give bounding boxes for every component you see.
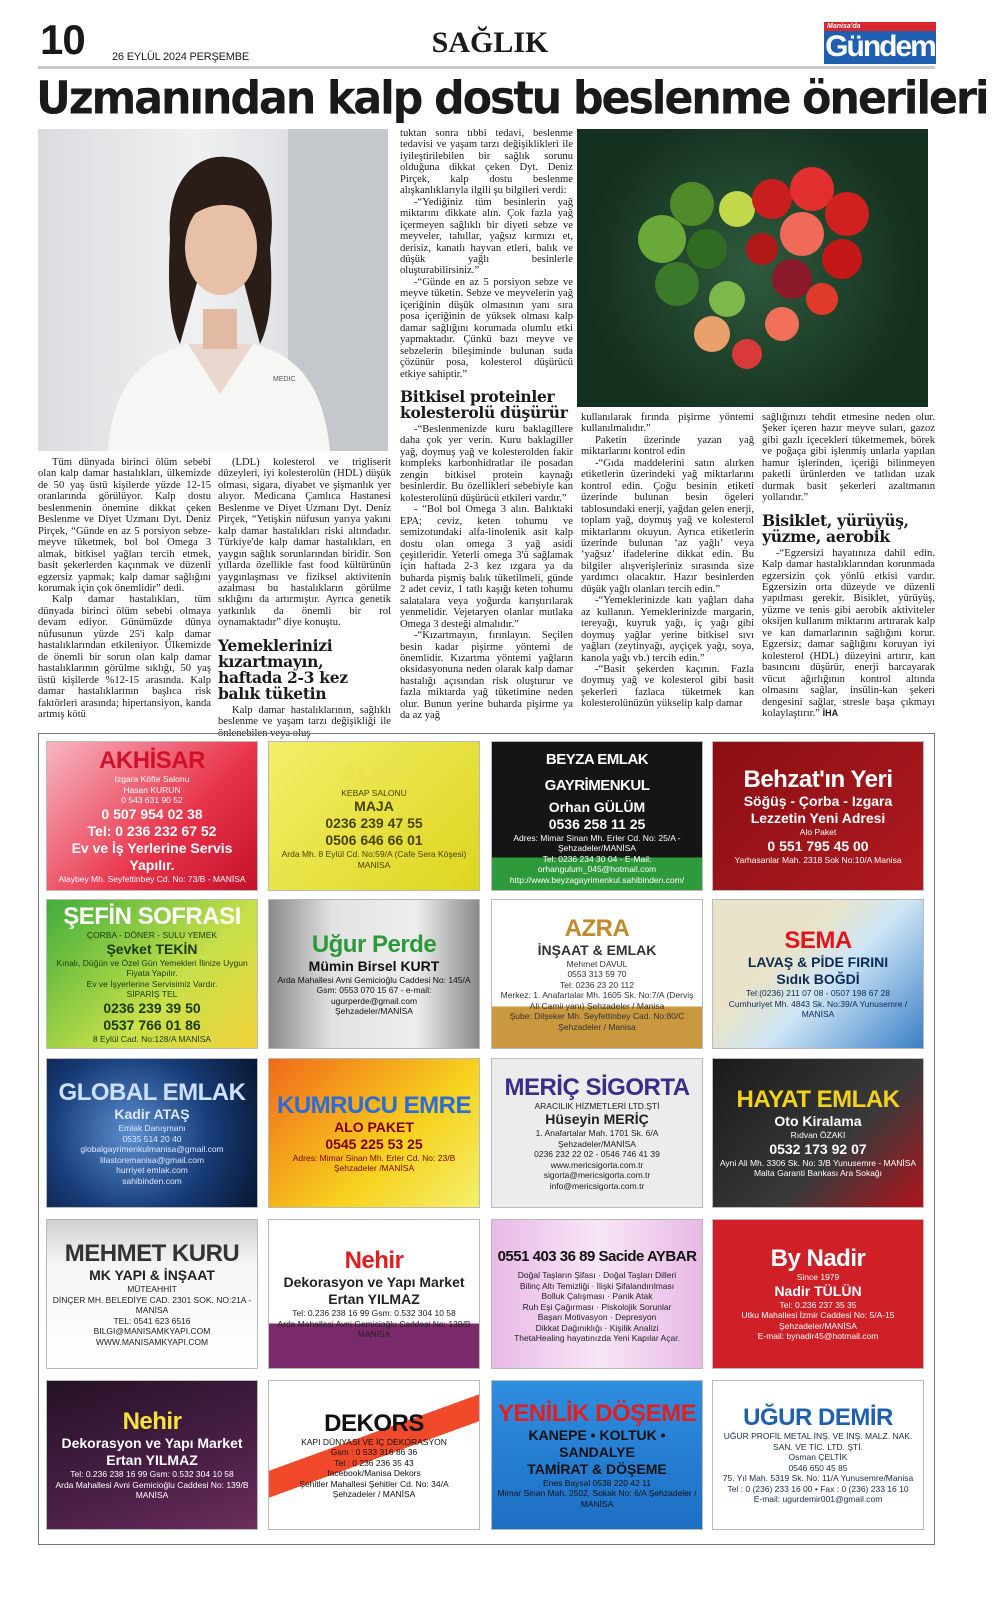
ad-text-line: Tel: 0.236 238 16 99 Gsm: 0.532 304 10 58: [292, 1308, 456, 1319]
ad-text-line: Since 1979: [796, 1272, 840, 1283]
ad-text-line: SİPARİŞ TEL: [126, 989, 178, 999]
ad-text-line: Cumhuriyet Mh. 4843 Sk. No:39/A Yunusemre / MANİSA: [728, 998, 908, 1020]
ad-card[interactable]: [712, 1380, 924, 1530]
ad-text-line: UĞUR PROFİL METAL İNŞ. VE İNŞ. MALZ. NAK. SAN. VE TİC. LTD. ŞTİ.: [723, 1431, 913, 1452]
subheading: Yemeklerinizi kızartmayın, haftada 2-3 kez balık tüketin: [218, 635, 348, 703]
ad-text-line: Şehzadeler/MANİSA: [335, 1006, 413, 1016]
ad-title: Behzat'ın Yeri: [743, 766, 893, 793]
ad-text-line: KEBAP SALONU: [341, 787, 407, 798]
ad-text-line: 0532 173 92 07: [769, 1140, 867, 1157]
ad-title: AKHİSAR: [99, 747, 205, 774]
ad-text-line: Bolluk Çalışması · Panik Atak: [541, 1291, 653, 1302]
ad-card[interactable]: [491, 1058, 703, 1208]
paragraph-text: -“Egzersizi hayatınıza dahil edin. Kalp damar hastalıklarından korunmada egzersizin çok yönlü etkisi vardır. Egzersizin orta düzeyde ve düzenli yapılması gerekir. Bisiklet, yürüyüş, yüzme ve tenis gibi aerobik aktiviteler oksijen kullanım miktarını artırarak kalp ve kan damarlarının sağlığını korur. Egzersiz; damar sağlığını koruyan iyi kolesterol (HDL) düzeyini artırır, kan basıncını düşürür, enerji harcayarak vücut ağırlığının kontrol altında olmasını sağlar, insülin-kan şekeri dengesini sağlar, stresle başa çıkmayı kolaylaştırır.”: [762, 547, 935, 719]
ad-text-line: İNŞAAT & EMLAK: [537, 941, 657, 958]
ad-text-line: E-mail: ugurdemir001@gmail.com: [753, 1494, 883, 1505]
ad-text-line: 0535 514 20 40: [122, 1133, 182, 1144]
ad-text-line: Osman ÇELTİK: [788, 1452, 848, 1463]
ad-text-line: LAVAŞ & PİDE FIRINI: [747, 954, 889, 971]
article-column-4: [581, 412, 754, 728]
ad-text-line: hurriyet emlak.com: [116, 1165, 188, 1175]
ad-text-line: Ev ve İş Yerlerine Servis Yapılır.: [71, 839, 233, 873]
ad-text-line: Nadir TÜLÜN: [774, 1282, 862, 1299]
heart-vegetables-photo: [577, 129, 928, 407]
ad-text-line: Tel: 0.236 238 16 99 Gsm: 0.532 304 10 58: [70, 1469, 234, 1480]
ad-text-line: sigorta@mericsigorta.com.tr: [543, 1170, 651, 1181]
ad-text-line: Tel: 0236 23 20 112: [559, 979, 635, 990]
ad-text-line: Bilinç Altı Temizliği · İlişki Şifalandırılması: [519, 1280, 675, 1291]
ad-card[interactable]: [712, 741, 924, 891]
paragraph: - “Bol bol Omega 3 alın. Balıktaki EPA; ceviz, keten tohumu ve semizotundaki alfa-linolenik asit kalp dostu olan omega 3 yağ asidi çeşitleridir. Yeterli omega 3'ü sağlamak için haftada 2-3 kez ızgara ya da buharda pişmiş balık tüketilmeli, günde 2 adet ceviz, 1 tatlı kaşığı keten tohumu salatalara veya yoğurda karıştırılarak yenmelidir. Vejetaryen olanlar mutlaka Omega 3 desteği almalıdır.”: [400, 504, 573, 630]
ad-title: GLOBAL EMLAK: [58, 1079, 246, 1106]
ad-title: Uğur Perde: [311, 930, 437, 958]
header-divider: [38, 66, 935, 69]
ad-card[interactable]: [46, 1058, 258, 1208]
ad-text-line: info@mericsigorta.com.tr: [549, 1180, 645, 1191]
ad-text-line: Emlak Danışmanı: [118, 1123, 186, 1133]
paragraph: -“Basit şekerden kaçının. Fazla doymuş yağ ve kolesterol gibi basit şekerleri fazlaca tüketmek kan kolesterolünüzün yükselip kalp damar: [581, 663, 754, 710]
paragraph: sağlığınızı tehdit etmesine neden olur. Şeker içeren hazır meyve suları, gazoz gibi gazlı içecekleri tüketmemek, börek ve poğaça gibi işlenmiş unlarla yapılan hamur işlerinden, içeriği bilinmeyen paketli ürünlerden ve tatlıdan uzak durmak basit şekerleri azaltmanın yollarıdır.”: [762, 412, 935, 504]
paragraph: Kalp damar hastalıklarının, sağlıklı beslenme ve yaşam tarzı değişikliği ile önlenebilen veya oluş-: [218, 704, 391, 739]
ad-text-line: Arda Mahallesi Avni Gemicioğlu Caddesi No: 139/B MANİSA: [277, 1318, 471, 1340]
paragraph: Tüm dünyada birinci ölüm sebebi olan kalp damar hastalıkları, ülkemizde de 50 yaş üstü kişilerde yüzde 12-15 oranlarında görülüyor. Kalp dostu beslenmenin önemine dikkat çeken Beslenme ve Diyet Uzmanı Dyt. Deniz Pirçek, “Günde en az 5 porsiyon sebze-meyve tüketmek, bol bol Omega 3 almak, bitkisel yağları tercih etmek, basit şekerlerden kaçınmak ve düzenli egzersiz yapmak; kalp damar sağlığını korumak için çok önemlidir” dedi.: [38, 457, 211, 594]
ad-title: KUMRUCU EMRE: [277, 1091, 471, 1119]
paragraph: -“Yemeklerinizde katı yağları daha az kullanın. Yemeklerinizde margarin, tereyağı, kuyruk yağı, iç yağı gibi doymuş yağlar yerine bitkisel sıvı yağları (zeytinyağı, ayçiçek yağı, soya, kanola yağı vb.) tercih edin.”: [581, 595, 754, 664]
ad-text-line: Tel: 0236 234 30 04 - E-Mail: orhangulum_045@hotmail.com: [537, 853, 657, 875]
ad-text-line: Kınalı, Düğün ve Özel Gün Yemekleri İlinize Uygun Fiyata Yapılır.: [56, 957, 248, 978]
ad-card[interactable]: [712, 899, 924, 1049]
ad-card[interactable]: [268, 1058, 480, 1208]
issue-date: 26 EYLÜL 2024 PERŞEMBE: [112, 51, 250, 63]
ad-text-line: Gsm : 0 533 316 86 36: [330, 1447, 418, 1457]
ad-text-line: 0 551 795 45 00: [767, 837, 869, 854]
ad-text-line: Şehitler Mahallesi Şehitler Cd. No: 34/A: [299, 1478, 449, 1489]
ad-text-line: 0 543 631 90 52: [121, 795, 183, 805]
ad-text-line: Arda Mh. 8 Eylül Cd. No:59/A (Cafe Sera Köşesi) MANİSA: [281, 849, 467, 870]
ad-text-line: Sıdık BOĞDİ: [776, 971, 860, 988]
ad-text-line: 0 507 954 02 38: [101, 805, 203, 822]
ad-text-line: 0537 766 01 86: [103, 1016, 201, 1033]
ad-card[interactable]: [46, 1219, 258, 1369]
ad-card[interactable]: [491, 741, 703, 891]
paragraph: tuktan sonra tıbbi tedavi, beslenme tedavisi ve yaşam tarzı değişiklikleri ile iyileştirilebilen bir sağlık sorunu olduğuna dikkat çeken Dyt. Deniz Pirçek, kalp dostu beslenme alışkanlıklarıyla ilgili şu bilgileri verdi:: [400, 128, 573, 197]
ad-text-line: Hüseyin MERİÇ: [545, 1111, 649, 1128]
paragraph: Kalp damar hastalıkları, tüm dünyada birinci ölüm sebebi olmaya devam ediyor. Günümüzde dünya nüfusunun yüzde 25'i kalp damar hastalıklarından etkileniyor. Ülkemizde de önemli bir sorun olan kalp damar hastalıklarının görülme sıklığı, 50 yaş üstü kişilerde %12-15 arasında. Kalp damar hastalıklarının başlıca risk faktörleri arasında; hipertansiyon, kanda artmış kötü: [38, 594, 211, 720]
paragraph: -“Kızartmayın, fırınlayın. Seçilen besin kadar pişirme yöntemi de önemlidir. Kızartma yöntemi yağların oksidasyonuna neden olarak kalp damar hastalığı açısından risk oluşturur ve fazla miktarda yağ tüketimine neden olur. Bunun yerine buharda pişirme ya da az yağ: [400, 630, 573, 722]
ad-text-line: Ruh Eşi Çağırması · Piskolojik Sorunlar: [522, 1301, 672, 1312]
newspaper-logo[interactable]: [824, 22, 936, 64]
ad-title: HAYAT EMLAK: [736, 1086, 900, 1114]
ad-text-line: MK YAPI & İNŞAAT: [89, 1267, 215, 1283]
ad-card[interactable]: [712, 1219, 924, 1369]
ad-card[interactable]: [712, 1058, 924, 1208]
ad-text-line: Mümin Birsel KURT: [308, 957, 440, 974]
ad-text-line: TAMİRAT & DÖŞEME: [527, 1460, 667, 1477]
ad-card[interactable]: [268, 1380, 480, 1530]
ad-text-line: globalgayrimenkulmanisa@gmail.com: [80, 1144, 224, 1154]
ad-title: Nehir: [122, 1408, 182, 1436]
ad-text-line: Söğüş - Çorba - Izgara: [743, 793, 893, 809]
ad-text-line: E-mail: bynadir45@hotmail.com: [757, 1331, 879, 1342]
ad-text-line: Başarı Motivasyon · Depresyon: [537, 1312, 657, 1323]
ad-title: SEMA: [784, 927, 852, 955]
ad-text-line: Mimar Sinan Mah. 2502. Sokak No: 6/A Şehzadeler / MANİSA: [497, 1488, 697, 1509]
ad-text-line: 0236 232 22 02 - 0546 746 41 39: [534, 1149, 660, 1160]
logo-text: Gündem: [825, 30, 935, 63]
ad-card[interactable]: [491, 1380, 703, 1530]
paragraph: -“Beslenmenizde kuru baklagillere daha çok yer verin. Kuru baklagiller yağ, doymuş yağ ve kolesterolden fakir kompleks karbonhidratlar ile posadan zengin bitkisel protein kaynağı besinlerdir. Bu özellikleri sebebiyle kan kolesterolünü düşürücü etkileri vardır.”: [400, 423, 573, 504]
article-column-1: [38, 457, 211, 727]
ad-text-line: 75. Yıl Mah. 5319 Sk. No: 11/A Yunusemre/Manisa: [722, 1473, 914, 1484]
ad-text-line: Oto Kiralama: [774, 1113, 862, 1130]
ad-text-line: Tel : 0 236 236 35 43: [334, 1457, 414, 1468]
ad-text-line: 0546 650 45 85: [788, 1462, 848, 1473]
ad-text-line: Ertan YILMAZ: [106, 1452, 198, 1469]
ad-title: ŞEFİN SOFRASI: [63, 903, 241, 930]
ad-text-line: facebook/Manisa Dekors: [327, 1468, 421, 1478]
ad-text-line: Mehmet DAVUL: [566, 958, 628, 969]
ad-text-line: Dekorasyon ve Yapı Market: [283, 1274, 465, 1291]
ad-text-line: Utku Mahallesi İzmir Caddesi No: 5/A-15 Şehzadeler/MANİSA: [741, 1310, 895, 1331]
ad-title: MERİÇ SİGORTA: [504, 1073, 690, 1101]
ad-text-line: www.mericsigorta.com.tr: [550, 1159, 644, 1170]
ad-text-line: Dikkat Dağınıklığı · Kişilik Analizi: [535, 1322, 659, 1333]
ad-text-line: Adres: Mimar Sinan Mh. Erler Cd. No: 23/B: [292, 1152, 456, 1163]
ad-text-line: sahibinden.com: [122, 1175, 182, 1186]
ad-card[interactable]: [268, 1219, 480, 1369]
ad-text-line: Gsm: 0553 070 15 67 - e-mail: ugurperde@gmail.com: [316, 985, 432, 1006]
headline: Uzmanından kalp dostu beslenme önerileri: [36, 72, 988, 126]
ad-title: By Nadir: [770, 1245, 866, 1273]
article-column-2: [218, 457, 391, 739]
ad-text-line: Arda Mahallesi Avni Gemicioğlu Caddesi No: 145/A: [277, 974, 471, 985]
ad-text-line: Lezzetin Yeni Adresi: [750, 810, 886, 826]
ad-text-line: 0545 225 53 25: [325, 1135, 423, 1152]
ad-text-line: KAPI DÜNYASI VE İÇ DEKORASYON: [301, 1436, 447, 1447]
ad-title: UĞUR DEMİR: [743, 1404, 893, 1432]
ad-text-line: 0236 239 47 55: [325, 815, 423, 832]
article-column-3: [400, 128, 573, 728]
ad-title: AZRA: [564, 914, 630, 942]
ad-text-line: Ertan YILMAZ: [328, 1291, 420, 1308]
ad-text-line: ALO PAKET: [334, 1118, 414, 1135]
ad-text-line: Şube: Dilşeker Mh. Seyfettinbey Cad. No:80/C Şehzadeler / Manisa: [509, 1011, 685, 1032]
section-title: SAĞLIK: [431, 26, 549, 59]
ad-text-line: 0553 313 59 70: [567, 969, 627, 980]
ad-text-line: Şehzadeler /MANİSA: [333, 1163, 415, 1173]
subheading: Bisiklet, yürüyüş, yüzme, aerobik: [762, 510, 909, 546]
ad-card[interactable]: [268, 899, 480, 1049]
ad-text-line: ARACILIK HİZMETLERİ LTD.ŞTİ: [534, 1100, 660, 1111]
ad-text-line: 8 Eylül Cad. No:128/A MANİSA: [92, 1033, 212, 1044]
ad-text-line: 1. Anafartalar Mah. 1701 Sk. 6/A Şehzadeler/MANİSA: [535, 1128, 659, 1149]
inline-subheading: Paketin üzerinde yazan yağ miktarlarını kontrol edin: [581, 434, 754, 458]
ad-text-line: lilastoremanisa@gmail.com: [99, 1154, 205, 1165]
ad-text-line: Arda Mahallesi Avni Gemicioğlu Caddesi No: 139/B MANİSA: [55, 1479, 249, 1501]
page-number: 10: [40, 16, 85, 63]
ad-text-line: Dekorasyon ve Yapı Market: [61, 1435, 243, 1452]
ad-text-line: 0506 646 66 01: [325, 832, 423, 849]
news-agency-credit: İHA: [822, 707, 839, 718]
paragraph: (LDL) kolesterol ve trigliserit düzeyleri, iyi kolesterolün (HDL) düşük olması, sigara, diyabet ve şişmanlık yer alıyor. Medicana Çamlıca Hastanesi Beslenme ve Diyet Uzmanı Dyt. Deniz Pirçek, “Yetişkin nüfusun yarıya yakını kalp damar hastalıkları riski altındadır. Türkiye'de kalp damar hastalıkları, en yaygın sağlık sorunlarından biridir. Son yıllarda özellikle fast food kültürünün yaygınlaşması ve fiziksel aktivitenin azalması bu hastalıkların görülme sıklığını da artırmıştır. Ayrıca genetik yatkınlık da önemli bir rol oynamaktadır” diye konuştu.: [218, 457, 391, 629]
ad-card[interactable]: [268, 741, 480, 891]
ad-text-line: Tel: 0 236 232 67 52: [87, 822, 217, 839]
paragraph: -“Günde en az 5 porsiyon sebze ve meyve tüketin. Sebze ve meyvelerin yağ içeriğinin düşük olmasının yanı sıra posa içeriğinin de yüksek olması kalp damar sağlığını korumada olumlu etki yapmaktadır. Çünkü bazı meyve ve sebzelerin bileşiminde bulunan suda çözünür posa, kolesterol düşürücü etkiye sahiptir.”: [400, 276, 573, 380]
ad-text-line: http://www.beyzagayrimenkul.sahibinden.com/: [509, 874, 685, 885]
ad-text-line: Alo Paket: [799, 827, 837, 837]
ad-title: BEYZA EMLAK GAYRİMENKUL: [544, 750, 650, 794]
ad-text-line: TEL: 0541 623 6516: [113, 1315, 191, 1326]
logo-tagline: Manisa'da: [827, 23, 861, 30]
ad-text-line: Malta Garanti Bankası Ara Sokağı: [753, 1168, 883, 1179]
ad-text-line: Şevket TEKİN: [106, 940, 198, 957]
paragraph: kullanılarak fırında pişirme yöntemi kullanılmalıdır.”: [581, 412, 754, 435]
ad-title: DEKORS: [324, 1409, 424, 1437]
ad-text-line: Adres: Mimar Sinan Mh. Erler Cd. No: 25/A - Şehzadeler/MANİSA: [513, 832, 681, 854]
ad-card[interactable]: [46, 1380, 258, 1530]
ad-text-line: ThetaHealing hayatınızda Yeni Kapılar Açar.: [514, 1333, 680, 1344]
ad-text-line: ÇORBA - DÖNER - SULU YEMEK: [86, 930, 218, 940]
ad-text-line: Ev ve İşyerlerine Servisimiz Vardır.: [86, 978, 218, 989]
subheading: Bitkisel proteinler kolesterolü düşürür: [400, 386, 568, 422]
ad-text-line: 0536 258 11 25: [548, 815, 646, 832]
ad-text-line: Tel: 0.236 237 35 35: [779, 1299, 857, 1310]
ad-title: YENİLİK DÖŞEME: [497, 1399, 697, 1427]
paragraph: -“Gıda maddelerini satın alırken etiketlerin üzerindeki yağ miktarlarını kontrol edin. Çoğu besinin etiketi üzerinde bulunan besin ögeleri tablosundaki enerji, yağdan gelen enerji, toplam yağ, doymuş yağ ve kolesterol miktarlarını okuyun. Ayrıca etiketlerin üzerinde bulunan ‘az yağlı’ veya ‘yağsız’ ifadelerine dikkat edin. Bu bilgiler alışverişleriniz sırasında size yardımcı olacaktır. Hazır besinlerden düşük yağlı olanları tercih edin.”: [581, 457, 754, 595]
ad-text-line: Izgara Köfte Salonu: [114, 774, 190, 784]
ad-text-line: Şehzadeler / MANİSA: [332, 1489, 416, 1499]
ad-card[interactable]: [46, 741, 258, 891]
ad-text-line: KANEPE • KOLTUK • SANDALYE: [528, 1426, 666, 1460]
ad-text-line: Orhan GÜLÜM: [548, 798, 646, 815]
ad-card[interactable]: [491, 899, 703, 1049]
ad-text-line: Alaybey Mh. Seyfettinbey Cd. No: 73/B - MANİSA: [58, 873, 246, 884]
paragraph: -“Yediğiniz tüm besinlerin yağ miktarını dikkate alın. Çok fazla yağ içermeyen sağlıklı bir diyeti sebze ve meyveler, tahıllar, yağsız kırmızı et, derisiz, kanatlı hayvan etleri, balık ve düşük yağlı besinlerle oluşturabilirsiniz.”: [400, 196, 573, 277]
ad-text-line: Yarhasanlar Mah. 2318 Sok No:10/A Manisa: [734, 854, 902, 865]
ad-title: 0551 403 36 89 Sacide AYBAR: [497, 1248, 697, 1266]
coat-label: MEDIC: [273, 376, 296, 383]
ad-text-line: Hasan KURUN: [123, 784, 181, 795]
ad-text-line: MÜTEAHHİT: [127, 1284, 177, 1294]
ad-text-line: Tel : 0 (236) 233 16 00 • Fax : 0 (236) 233 16 10: [727, 1483, 909, 1494]
ad-card[interactable]: [46, 899, 258, 1049]
article-column-5: [762, 412, 935, 728]
paragraph: [762, 548, 935, 720]
ad-text-line: Enes Baysal 0538 220 42 11: [542, 1477, 652, 1488]
ad-text-line: Kadir ATAŞ: [114, 1106, 190, 1122]
dietitian-photo: [38, 129, 388, 451]
ad-card[interactable]: [491, 1219, 703, 1369]
ad-text-line: Merkez: 1. Anafartalar Mh. 1605 Sk. No:7/A (Derviş Ali Camii yanı) Şehzadeler / Manisa: [500, 990, 694, 1011]
ad-title: Nehir: [344, 1247, 404, 1275]
ad-text-line: Doğal Taşların Şifası · Doğal Taşları Dilleri: [517, 1270, 677, 1281]
ad-text-line: Ayni Ali Mh. 3306 Sk. No: 3/B Yunusemre - MANİSA: [719, 1157, 917, 1168]
ad-text-line: BILGI@MANISAMKYAPI.COM WWW.MANISAMKYAPI.COM: [93, 1326, 211, 1347]
ad-text-line: DİNÇER MH. BELEDİYE CAD. 2301 SOK. NO:21A - MANİSA: [52, 1294, 252, 1315]
ad-text-line: Tel:(0236) 211 07 08 - 0507 198 67 28: [746, 988, 890, 999]
ad-title: MEHMET KURU: [64, 1240, 240, 1267]
ad-text-line: MAJA: [354, 798, 394, 815]
ad-text-line: 0236 239 39 50: [103, 999, 201, 1016]
ad-title: ALTIN: [340, 760, 408, 788]
ad-text-line: Rıdvan ÖZAKI: [790, 1130, 846, 1141]
